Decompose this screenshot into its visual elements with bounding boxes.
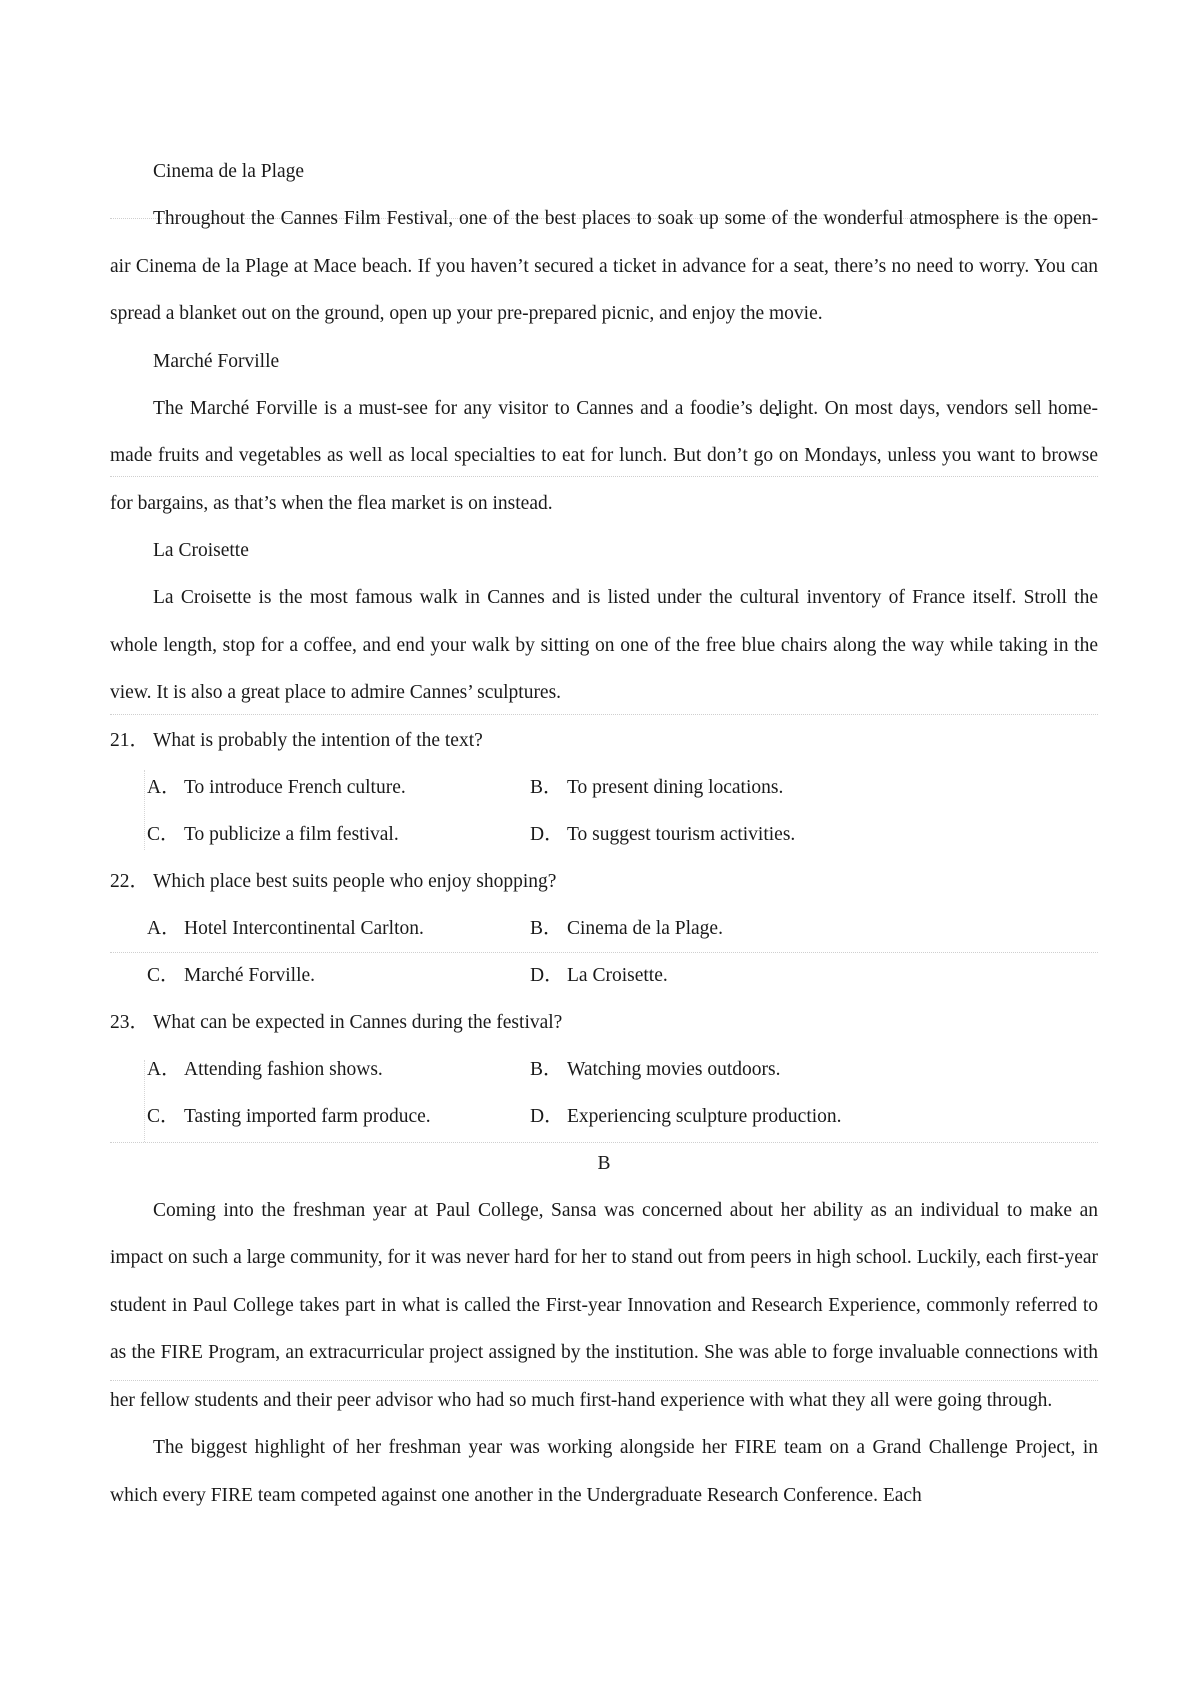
option-b[interactable] [530, 905, 723, 952]
option-letter: B． [530, 776, 563, 798]
option-text: Watching movies outdoors. [567, 1058, 781, 1080]
passage-heading: Marché Forville [153, 350, 280, 372]
option-a[interactable] [147, 905, 424, 952]
question-text: Which place best suits people who enjoy shopping? [153, 870, 557, 892]
option-text: Tasting imported farm produce. [184, 1105, 431, 1127]
option-text: Attending fashion shows. [184, 1058, 383, 1080]
question-number: 23． [110, 1011, 150, 1033]
option-letter: A． [147, 917, 181, 939]
option-letter: B． [530, 917, 563, 939]
option-text: Marché Forville. [184, 964, 316, 986]
question-21 [110, 717, 1098, 858]
option-text: To suggest tourism activities. [567, 823, 796, 845]
question-text: What is probably the intention of the text? [153, 729, 483, 751]
option-letter: C． [147, 1105, 180, 1127]
option-b[interactable] [530, 1046, 780, 1093]
question-stem [110, 858, 1098, 905]
option-letter: D． [530, 964, 564, 986]
option-text: To present dining locations. [567, 776, 784, 798]
option-text: Hotel Intercontinental Carlton. [184, 917, 424, 939]
option-d[interactable] [530, 1093, 842, 1140]
options-row [110, 1093, 1098, 1140]
option-text: To publicize a film festival. [184, 823, 399, 845]
question-stem [110, 999, 1098, 1046]
option-c[interactable] [147, 1093, 431, 1140]
question-text: What can be expected in Cannes during the festival? [153, 1011, 563, 1033]
option-letter: C． [147, 823, 180, 845]
exam-content [110, 148, 1098, 1519]
option-d[interactable] [530, 952, 668, 999]
passage-a [110, 148, 1098, 717]
passage-paragraph: Throughout the Cannes Film Festival, one of the best places to soak up some of the wonderful atmosphere is the open-air Cinema de la Plage at Mace beach. If you haven’t secured a ticket in advance for a seat, there’s no need to worry. You can spread a blanket out on the ground, open up your pre-prepared picnic, and enjoy the movie. [110, 208, 1098, 324]
question-number: 22． [110, 870, 150, 892]
option-text: Experiencing sculpture production. [567, 1105, 842, 1127]
passage-heading: Cinema de la Plage [153, 161, 305, 182]
passage-paragraph: Coming into the freshman year at Paul College, Sansa was concerned about her ability as an individual to make an impact on such a large community, for it was never hard for her to stand out from peers in high school. Luckily, each first-year student in Paul College takes part in what is called the First-year Innovation and Research Experience, commonly referred to as the FIRE Program, an extracurricular project assigned by the institution. She was able to forge invaluable connections with her fellow students and their peer advisor who had so much first-hand experience with what they all were going through. [110, 1199, 1098, 1411]
question-22 [110, 858, 1098, 999]
options-row [110, 764, 1098, 811]
option-text: Cinema de la Plage. [567, 917, 723, 939]
passage-heading: La Croisette [153, 540, 249, 561]
option-letter: B． [530, 1058, 563, 1080]
question-23 [110, 999, 1098, 1140]
options-row [110, 905, 1098, 952]
option-letter: D． [530, 1105, 564, 1127]
passage-b [110, 1187, 1098, 1520]
options-row [110, 952, 1098, 999]
passage-paragraph: La Croisette is the most famous walk in Cannes and is listed under the cultural inventory of France itself. Stroll the whole length, stop for a coffee, and end your walk by sitting on one of the free blue chairs along the way while taking in the view. It is also a great place to admire Cannes’ sculptures. [110, 587, 1098, 703]
option-text: To introduce French culture. [184, 776, 406, 798]
options-row [110, 1046, 1098, 1093]
passage-paragraph: The biggest highlight of her freshman year was working alongside her FIRE team on a Grand Challenge Project, in which every FIRE team competed against one another in the Undergraduate Research Conference. Each [110, 1437, 1098, 1506]
options-row [110, 811, 1098, 858]
question-number: 21． [110, 729, 150, 751]
passage-paragraph: The Marché Forville is a must-see for any visitor to Cannes and a foodie’s delight. On most days, vendors sell home-made fruits and vegetables as well as local specialties to eat for lunch. But don’t go on Mondays, unless you want to browse for bargains, as that’s when the flea market is on instead. [110, 397, 1098, 514]
section-label: B [597, 1152, 611, 1174]
option-a[interactable] [147, 1046, 383, 1093]
option-letter: A． [147, 776, 181, 798]
option-d[interactable] [530, 811, 795, 858]
option-c[interactable] [147, 952, 315, 999]
option-letter: C． [147, 964, 180, 986]
option-letter: A． [147, 1058, 181, 1080]
question-stem [110, 717, 1098, 764]
option-a[interactable] [147, 764, 406, 811]
option-letter: D． [530, 823, 564, 845]
option-text: La Croisette. [567, 964, 668, 986]
option-c[interactable] [147, 811, 399, 858]
option-b[interactable] [530, 764, 783, 811]
